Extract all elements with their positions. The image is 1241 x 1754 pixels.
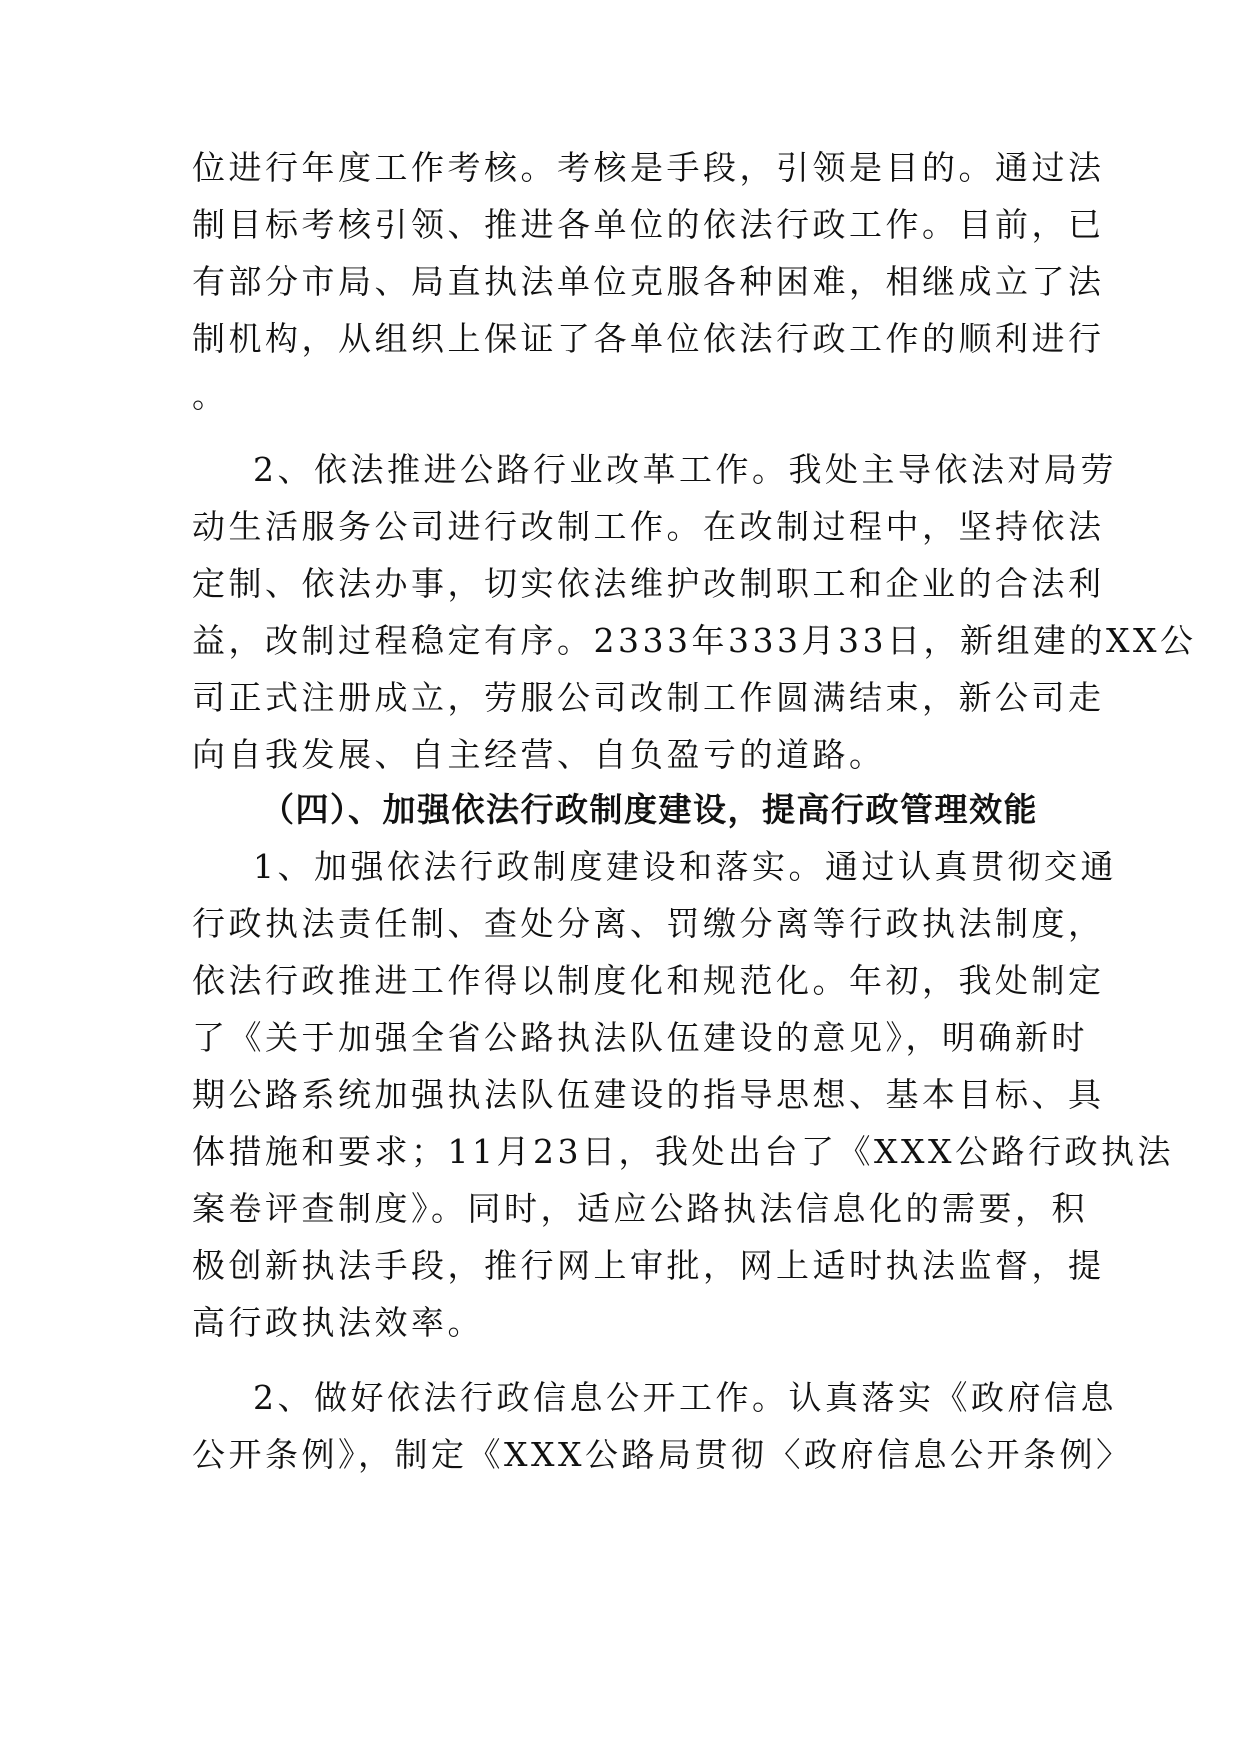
text-line: 2、依法推进公路行业改革工作。我处主导依法对局劳 (253, 450, 1117, 489)
text-line: 动生活服务公司进行改制工作。在改制过程中，坚持依法 (192, 507, 1105, 546)
text-line: 制机构，从组织上保证了各单位依法行政工作的顺利进行 (192, 319, 1105, 358)
text-line: 有部分市局、局直执法单位克服各种困难，相继成立了法 (192, 262, 1105, 301)
text-line: 体措施和要求；11月23日，我处出台了《XXX公路行政执法 (192, 1132, 1174, 1171)
text-line: 期公路系统加强执法队伍建设的指导思想、基本目标、具 (192, 1075, 1105, 1114)
text-line: 行政执法责任制、查处分离、罚缴分离等行政执法制度， (192, 904, 1105, 943)
text-line: 司正式注册成立，劳服公司改制工作圆满结束，新公司走 (192, 678, 1105, 717)
text-line: 制目标考核引领、推进各单位的依法行政工作。目前，已 (192, 205, 1105, 244)
text-line: 益，改制过程稳定有序。2333年333月33日，新组建的XX公 (192, 621, 1197, 660)
text-line: 。 (192, 376, 229, 415)
section-heading: （四）、加强依法行政制度建设，提高行政管理效能 (261, 790, 1038, 829)
text-line: 位进行年度工作考核。考核是手段，引领是目的。通过法 (192, 148, 1105, 187)
text-line: 了《关于加强全省公路执法队伍建设的意见》，明确新时 (192, 1018, 1088, 1057)
text-line: 高行政执法效率。 (192, 1303, 484, 1342)
text-line: 1、加强依法行政制度建设和落实。通过认真贯彻交通 (253, 847, 1117, 886)
text-line: 2、做好依法行政信息公开工作。认真落实《政府信息 (253, 1378, 1117, 1417)
text-line: 案卷评查制度》。同时，适应公路执法信息化的需要，积 (192, 1189, 1088, 1228)
text-line: 公开条例》，制定《XXX公路局贯彻〈政府信息公开条例〉 (192, 1435, 1133, 1474)
text-line: 定制、依法办事，切实依法维护改制职工和企业的合法利 (192, 564, 1105, 603)
text-line: 向自我发展、自主经营、自负盈亏的道路。 (192, 735, 886, 774)
text-line: 极创新执法手段，推行网上审批，网上适时执法监督，提 (192, 1246, 1105, 1285)
text-line: 依法行政推进工作得以制度化和规范化。年初，我处制定 (192, 961, 1105, 1000)
